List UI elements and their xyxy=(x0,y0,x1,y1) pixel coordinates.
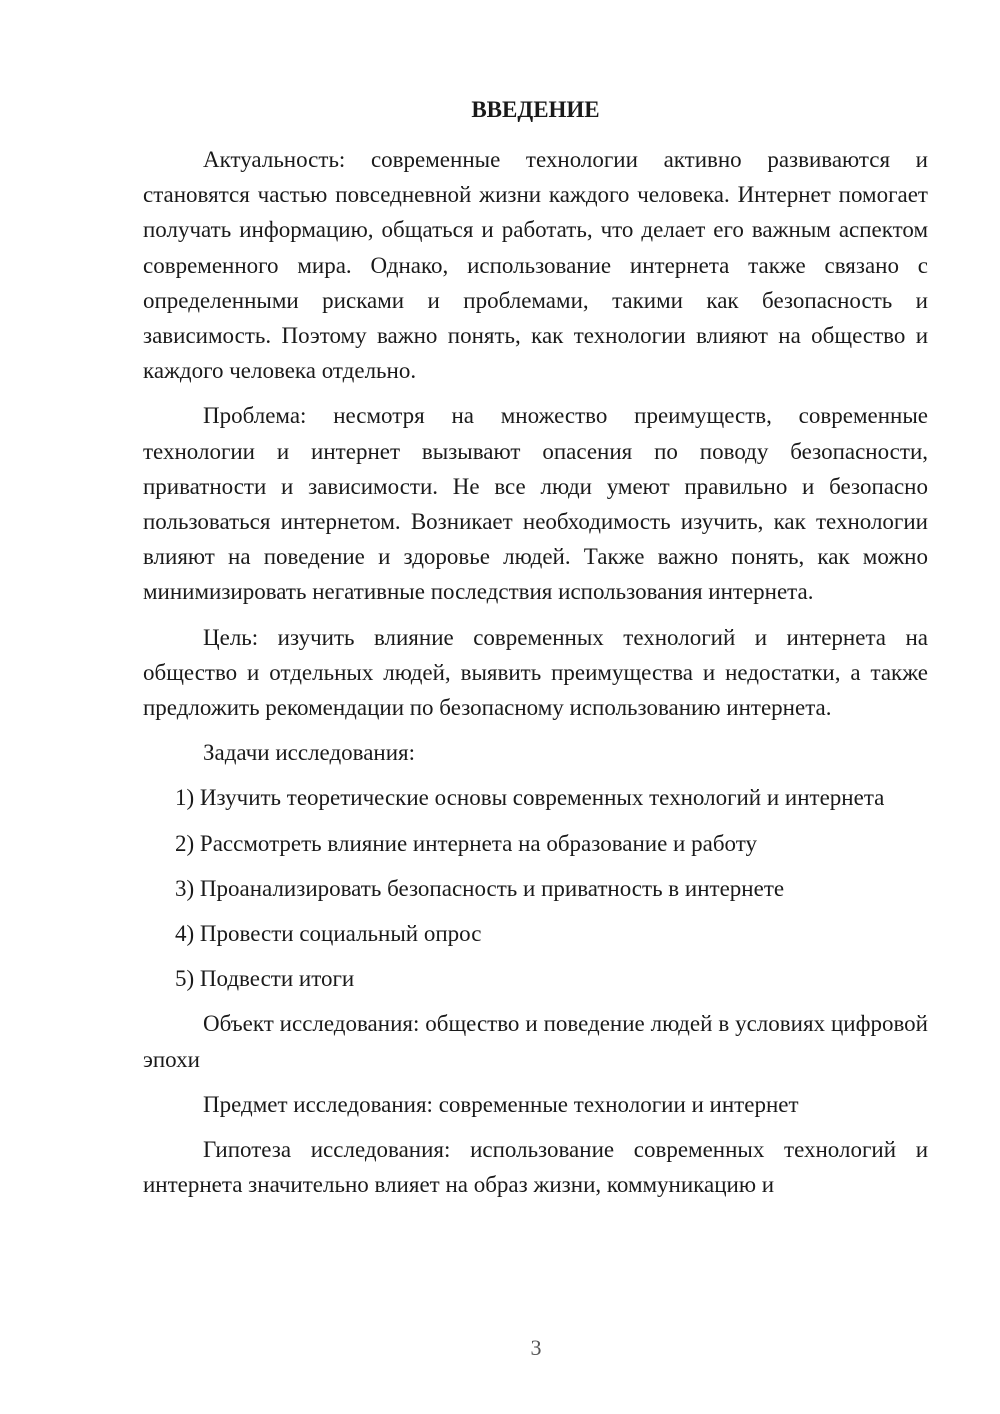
tasks-intro: Задачи исследования: xyxy=(203,740,416,766)
list-item: 5) Подвести итоги xyxy=(175,966,355,992)
list-item: 2) Рассмотреть влияние интернета на образование и работу xyxy=(175,830,757,856)
list-item: 3) Проанализировать безопасность и приватность в интернете xyxy=(175,875,785,901)
document-page xyxy=(143,94,928,1212)
object-paragraph: Объект исследования: общество и поведение людей в условиях цифровой эпохи xyxy=(143,1011,928,1072)
goal-paragraph: Цель: изучить влияние современных технологий и интернета на общество и отдельных людей, выявить преимущества и недостатки, а также предложить рекомендации по безопасному использованию интернета. xyxy=(143,624,928,721)
page-number: 3 xyxy=(530,1335,542,1360)
subject-paragraph: Предмет исследования: современные технологии и интернет xyxy=(203,1091,799,1117)
problem-paragraph: Проблема: несмотря на множество преимуществ, современные технологии и интернет вызывают опасения по поводу безопасности, приватности и зависимости. Не все люди умеют правильно и безопасно пользоваться интернетом. Возникает необходимость изучить, как технологии влияют на поведение и здоровье людей. Также важно понять, как можно минимизировать негативные последствия использования интернета. xyxy=(143,403,928,605)
hypothesis-paragraph: Гипотеза исследования: использование современных технологий и интернета значительно влияет на образ жизни, коммуникацию и xyxy=(143,1137,928,1198)
relevance-paragraph: Актуальность: современные технологии активно развиваются и становятся частью повседневной жизни каждого человека. Интернет помогает получать информацию, общаться и работать, что делает его важным аспектом современного мира. Однако, использование интернета также связано с определенными рисками и проблемами, такими как безопасность и зависимость. Поэтому важно понять, как технологии влияют на общество и каждого человека отдельно. xyxy=(143,147,928,384)
list-item: 4) Провести социальный опрос xyxy=(175,921,482,947)
list-item: 1) Изучить теоретические основы современных технологий и интернета xyxy=(175,785,885,811)
page-title: ВВЕДЕНИЕ xyxy=(471,97,600,122)
